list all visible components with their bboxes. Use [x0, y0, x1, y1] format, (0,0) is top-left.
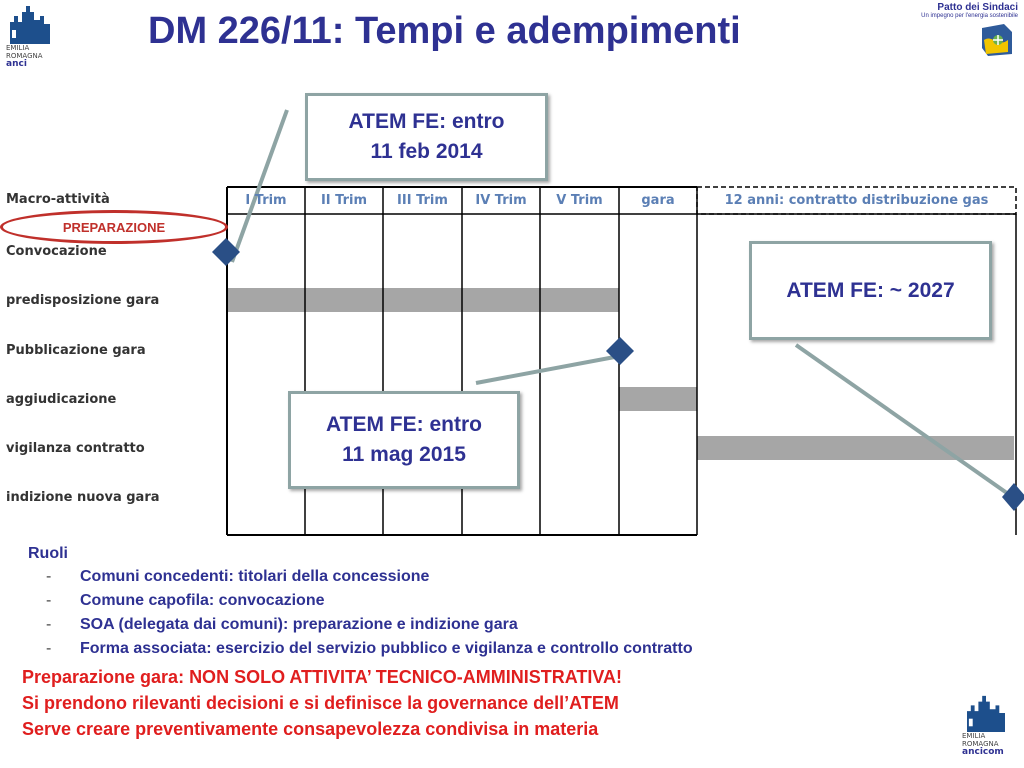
bar-predisposizione-gara: [227, 288, 619, 312]
milestone-diamond-pubblicazione: [606, 337, 634, 365]
col-header-iii-trim: III Trim: [397, 193, 448, 208]
roles-heading: Ruoli: [28, 545, 68, 562]
row-label-aggiudicazione: aggiudicazione: [6, 392, 117, 407]
callout-feb-2014: [305, 93, 548, 181]
col-header-i-trim: I Trim: [245, 193, 287, 208]
row-label-pubblicazione-gara: Pubblicazione gara: [6, 343, 146, 358]
logo-text: EMILIA ROMAGNA anci: [6, 44, 43, 69]
logo-ancicom: [962, 694, 1022, 766]
milestone-diamond-convocazione: [212, 238, 240, 266]
roles-list-item: - Comuni concedenti: titolari della concessione: [46, 568, 430, 585]
callout-mag-2015-line1: ATEM FE: entro: [326, 413, 482, 436]
page-title: DM 226/11: Tempi e adempimenti: [148, 10, 741, 52]
col-header-gara: gara: [641, 193, 675, 208]
callout-mag-2015-line2: 11 mag 2015: [342, 443, 466, 466]
roles-list-item: - Forma associata: esercizio del servizio pubblico e vigilanza e controllo contratto: [46, 640, 693, 657]
row-label-vigilanza-contratto: vigilanza contratto: [6, 441, 145, 456]
callout-feb-2014-line2: 11 feb 2014: [370, 140, 483, 163]
row-label-convocazione: Convocazione: [6, 244, 107, 259]
macro-activity-header: Macro-attività: [6, 192, 110, 207]
col-header-iv-trim: IV Trim: [475, 193, 527, 208]
note-line: Preparazione gara: NON SOLO ATTIVITA’ TECNICO-AMMINISTRATIVA!: [22, 667, 623, 687]
col-header-12-anni: 12 anni: contratto distribuzione gas: [724, 193, 989, 208]
connector-line-2: [476, 356, 620, 383]
callout-2027: [749, 241, 992, 340]
row-label-predisposizione-gara: predisposizione gara: [6, 293, 160, 308]
col-header-v-trim: V Trim: [556, 193, 603, 208]
col-header-ii-trim: II Trim: [320, 193, 368, 208]
callout-2027-text: ATEM FE: ~ 2027: [786, 278, 955, 302]
patto-title: Patto dei Sindaci: [937, 2, 1018, 13]
preparazione-highlight: [0, 210, 228, 244]
roles-section: [28, 545, 693, 661]
bar-vigilanza-contratto: [697, 436, 1014, 460]
patto-subtitle: Un impegno per l'energia sostenibile: [921, 13, 1018, 19]
connector-line-3: [796, 345, 1014, 498]
logo-text: EMILIA ROMAGNA ancicom: [962, 732, 1004, 757]
roles-list-item: - Comune capofila: convocazione: [46, 592, 325, 609]
row-label-indizione-nuova-gara: indizione nuova gara: [6, 490, 160, 505]
castle-icon: [962, 694, 1010, 732]
callout-mag-2015: [288, 391, 520, 489]
milestone-diamond-indizione: [1002, 483, 1024, 511]
note-line: Si prendono rilevanti decisioni e si definisce la governance dell’ATEM: [22, 693, 619, 713]
notes-section: [22, 664, 622, 742]
preparazione-label: PREPARAZIONE: [62, 219, 166, 235]
callout-feb-2014-line1: ATEM FE: entro: [348, 110, 505, 133]
note-line: Serve creare preventivamente consapevolezza condivisa in materia: [22, 719, 599, 739]
bar-aggiudicazione: [619, 387, 697, 411]
roles-list-item: - SOA (delegata dai comuni): preparazione e indizione gara: [46, 616, 518, 633]
